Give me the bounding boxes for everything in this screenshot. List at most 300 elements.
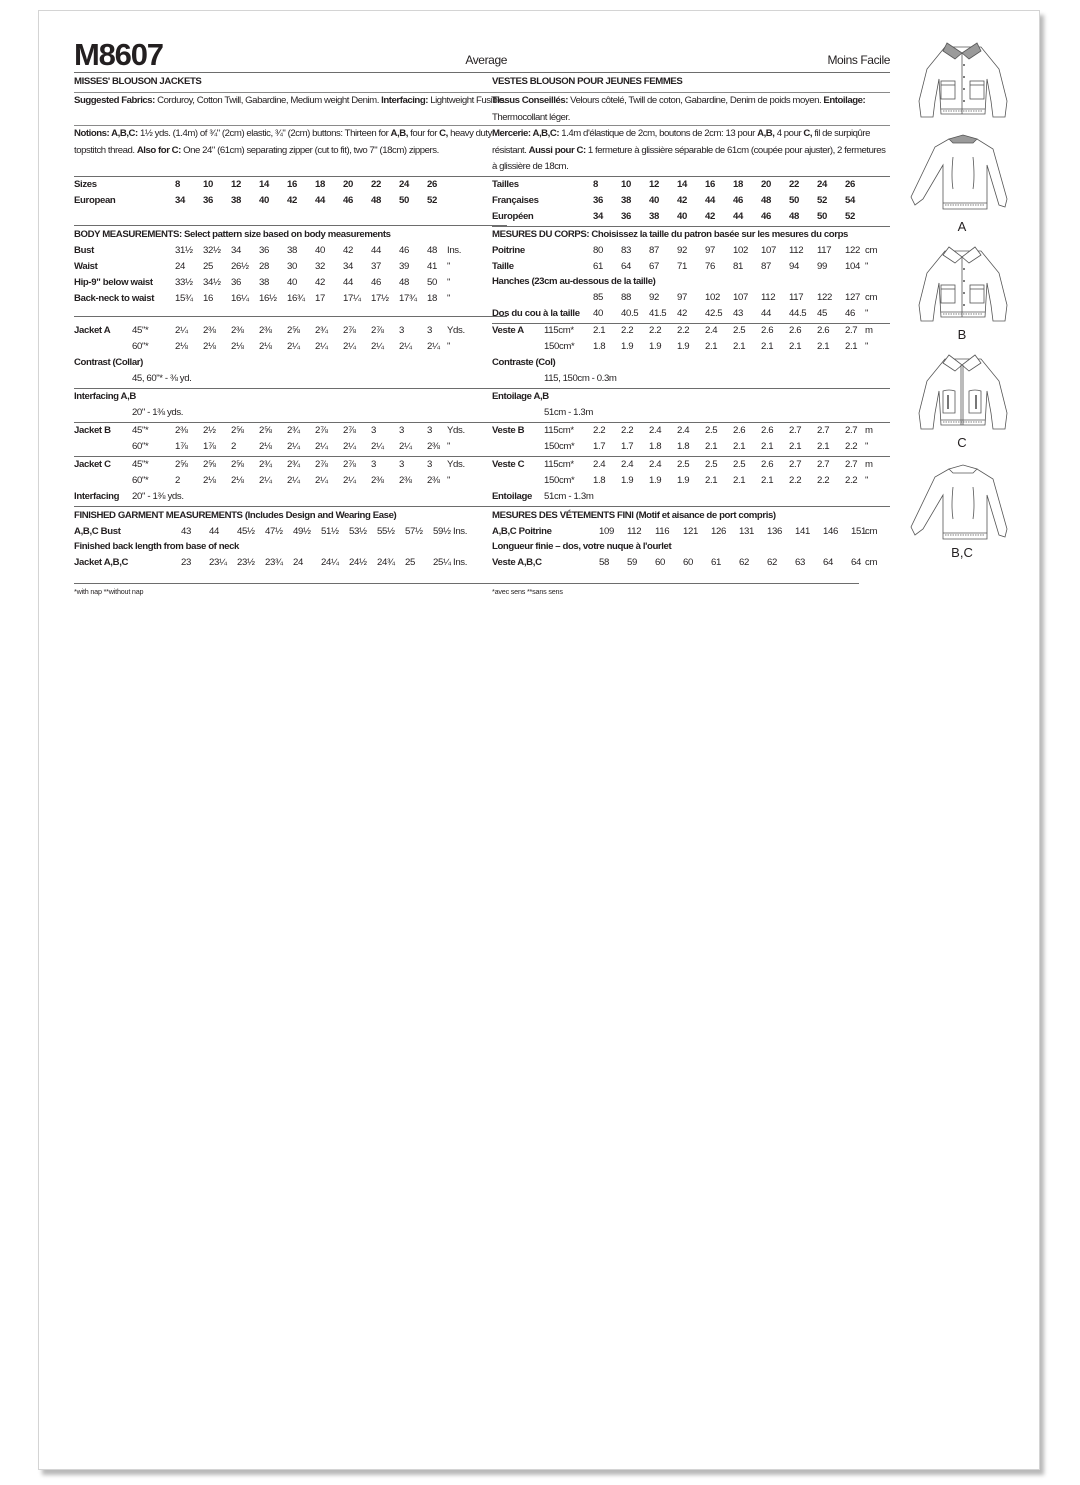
contraste-col-value: 115, 150cm - 0.3m	[544, 373, 617, 384]
unit: "	[447, 261, 451, 272]
table-cell: 136	[767, 526, 782, 537]
table-cell: 2.1	[761, 441, 774, 452]
jacket-a-back-drawing	[907, 127, 1017, 234]
table-cell: 102	[705, 292, 720, 303]
unit: "	[447, 341, 451, 352]
table-cell: 112	[627, 526, 642, 537]
table-cell: 46	[845, 308, 855, 319]
table-cell: 44	[209, 526, 219, 537]
table-cell: 44.5	[789, 308, 807, 319]
table-cell: 49½	[293, 526, 311, 537]
table-cell: 47½	[265, 526, 283, 537]
table-cell: 99	[817, 261, 827, 272]
table-cell: 36	[231, 277, 241, 288]
table-cell: 122	[817, 292, 832, 303]
contraste-col-label: Contraste (Col)	[492, 357, 556, 368]
unit: Yds.	[447, 325, 465, 336]
technical-drawings	[907, 29, 1017, 589]
divider	[492, 388, 890, 389]
table-cell: 24	[175, 261, 185, 272]
table-cell: 54	[845, 195, 855, 206]
table-cell: 55½	[377, 526, 395, 537]
table-cell: 2.1	[789, 441, 802, 452]
table-cell: 52	[427, 195, 437, 206]
table-cell: 2¼	[287, 441, 300, 452]
table-cell: 46	[399, 245, 409, 256]
table-cell: 18	[427, 293, 437, 304]
pattern-number: M8607	[74, 37, 163, 72]
table-cell: 2¼	[287, 475, 300, 486]
row-label: Waist	[74, 261, 98, 272]
table-cell: 20	[761, 179, 771, 190]
unit: cm	[865, 292, 878, 303]
table-cell: 44	[761, 308, 771, 319]
table-cell: 46	[371, 277, 381, 288]
table-cell: 60	[655, 557, 665, 568]
table-cell: 2⅜	[175, 425, 188, 436]
table-cell: 2.1	[705, 341, 718, 352]
english-column	[74, 11, 507, 611]
table-cell: 16¼	[231, 293, 249, 304]
table-cell: 8	[593, 179, 598, 190]
unit: m	[865, 459, 873, 470]
finished-measurements-heading: FINISHED GARMENT MEASUREMENTS (Includes Design and Wearing Ease)	[74, 510, 397, 521]
table-cell: 2.6	[817, 325, 830, 336]
table-cell: 44	[371, 245, 381, 256]
table-cell: 107	[733, 292, 748, 303]
tissus-conseilles-fr: Tissus Conseillés: Velours côtelé, Twill de coton, Gabardine, Denim de poids moyen. Entoilage: Thermocollant léger.	[492, 95, 866, 123]
table-cell: 102	[733, 245, 748, 256]
table-cell: 2.1	[761, 475, 774, 486]
unit: "	[865, 475, 869, 486]
table-cell: 2.2	[621, 325, 634, 336]
table-cell: 2¾	[315, 325, 328, 336]
table-cell: 10	[621, 179, 631, 190]
table-cell: 2.2	[845, 441, 858, 452]
table-cell: 2⅞	[343, 459, 356, 470]
table-cell: 42	[677, 308, 687, 319]
jacket-a-front-drawing	[907, 29, 1017, 129]
table-cell: 2.5	[705, 425, 718, 436]
table-cell: 3	[371, 459, 376, 470]
row-label: Veste B	[492, 425, 525, 436]
table-cell: 39	[399, 261, 409, 272]
table-cell: 51½	[321, 526, 339, 537]
divider	[74, 316, 507, 317]
table-cell: 2.1	[789, 341, 802, 352]
table-cell: 18	[733, 179, 743, 190]
table-cell: 85	[593, 292, 603, 303]
table-cell: 3	[427, 325, 432, 336]
table-cell: 81	[733, 261, 743, 272]
row-label: Françaises	[492, 195, 539, 206]
table-cell: 46	[761, 211, 771, 222]
table-cell: 42	[315, 277, 325, 288]
fabric-width: 115cm*	[544, 459, 574, 470]
table-cell: 2.6	[733, 425, 746, 436]
table-cell: 121	[683, 526, 698, 537]
table-cell: 92	[677, 245, 687, 256]
table-cell: 2½	[203, 425, 216, 436]
divider	[492, 72, 890, 73]
row-label: Veste A	[492, 325, 524, 336]
table-cell: 24¾	[377, 557, 395, 568]
table-cell: 2¼	[343, 475, 356, 486]
entoilage-ab-label: Entoilage A,B	[492, 391, 549, 402]
section-title-fr: VESTES BLOUSON POUR JEUNES FEMMES	[492, 76, 683, 87]
table-cell: 46	[343, 195, 353, 206]
table-cell: 117	[817, 245, 832, 256]
table-cell: 28	[259, 261, 269, 272]
table-cell: 2.2	[789, 475, 802, 486]
unit: cm	[865, 526, 878, 537]
table-cell: 2⅝	[231, 459, 244, 470]
table-cell: 12	[231, 179, 241, 190]
table-cell: 2.4	[705, 325, 718, 336]
table-cell: 36	[621, 211, 631, 222]
row-label: Européen	[492, 211, 534, 222]
row-label: Poitrine	[492, 245, 525, 256]
notions-en: Notions: A,B,C: 1½ yds. (1.4m) of ¾" (2cm) elastic, ¾" (2cm) buttons: Thirteen for A,B, four for C, heavy duty topstitch thread. Also for C: One 24" (61cm) separating zipper (cut to fit), two 7" (18cm) zippers.	[74, 128, 492, 156]
row-label: Jacket A	[74, 325, 111, 336]
table-cell: 2.1	[593, 325, 606, 336]
table-cell: 2.2	[677, 325, 690, 336]
table-cell: 16¾	[287, 293, 305, 304]
table-cell: 2¼	[343, 441, 356, 452]
table-cell: 40	[649, 195, 659, 206]
table-cell: 25	[405, 557, 415, 568]
table-cell: 2⅞	[315, 459, 328, 470]
divider	[492, 422, 890, 423]
table-cell: 24	[293, 557, 303, 568]
table-cell: 43	[733, 308, 743, 319]
table-cell: 10	[203, 179, 213, 190]
table-cell: 1.9	[649, 475, 662, 486]
table-cell: 107	[761, 245, 776, 256]
table-cell: 1.8	[677, 441, 690, 452]
table-cell: 34	[593, 211, 603, 222]
table-cell: 36	[593, 195, 603, 206]
unit: Ins.	[453, 526, 468, 537]
pattern-envelope-back	[38, 10, 1040, 1470]
table-cell: 62	[767, 557, 777, 568]
jacket-b-front-drawing	[907, 239, 1017, 342]
row-label: Entoilage	[492, 491, 533, 502]
table-cell: 112	[789, 245, 804, 256]
divider	[74, 176, 507, 177]
table-cell: 2.2	[845, 475, 858, 486]
table-cell: 3	[371, 425, 376, 436]
table-cell: 2.4	[621, 459, 634, 470]
table-cell: 17¾	[399, 293, 417, 304]
table-cell: 2¼	[175, 325, 188, 336]
table-cell: 17	[315, 293, 325, 304]
table-cell: 52	[845, 211, 855, 222]
table-cell: 2.5	[733, 325, 746, 336]
table-cell: 36	[259, 245, 269, 256]
unit: Ins.	[453, 557, 468, 568]
table-cell: 30	[287, 261, 297, 272]
unit: Ins.	[447, 245, 462, 256]
table-cell: 22	[371, 179, 381, 190]
table-cell: 2.1	[761, 341, 774, 352]
table-cell: 3	[427, 459, 432, 470]
table-cell: 38	[259, 277, 269, 288]
table-cell: 2.1	[705, 441, 718, 452]
table-cell: 126	[711, 526, 726, 537]
hanches-label: Hanches (23cm au-dessous de la taille)	[492, 276, 656, 287]
table-cell: 2⅞	[315, 425, 328, 436]
table-cell: 26	[845, 179, 855, 190]
mesures-vetements-fini-heading: MESURES DES VÉTEMENTS FINI (Motif et aisance de port compris)	[492, 510, 776, 521]
jacket-bc-back-drawing	[907, 457, 1017, 560]
table-cell: 17½	[371, 293, 389, 304]
table-cell: 40	[677, 211, 687, 222]
table-cell: 24	[817, 179, 827, 190]
table-cell: 2.5	[705, 459, 718, 470]
table-cell: 3	[399, 425, 404, 436]
table-cell: 3	[399, 459, 404, 470]
view-label-bc: B,C	[951, 545, 973, 560]
table-cell: 12	[649, 179, 659, 190]
table-cell: 2⅛	[203, 341, 216, 352]
table-cell: 2¼	[343, 341, 356, 352]
table-cell: 97	[705, 245, 715, 256]
unit: cm	[865, 245, 878, 256]
table-cell: 131	[739, 526, 754, 537]
table-cell: 2	[175, 475, 180, 486]
table-cell: 2.6	[761, 459, 774, 470]
table-cell: 2⅞	[371, 325, 384, 336]
table-cell: 58	[599, 557, 609, 568]
table-cell: 48	[789, 211, 799, 222]
table-cell: 2⅞	[343, 425, 356, 436]
table-cell: 23½	[237, 557, 255, 568]
table-cell: 2.1	[733, 341, 746, 352]
table-cell: 23¾	[265, 557, 283, 568]
table-cell: 2.6	[761, 325, 774, 336]
table-cell: 64	[851, 557, 861, 568]
row-label: A,B,C Bust	[74, 526, 121, 537]
table-cell: 1.9	[677, 341, 690, 352]
row-label: A,B,C Poitrine	[492, 526, 552, 537]
interfacing-ab-label: Interfacing A,B	[74, 391, 136, 402]
table-cell: 42	[287, 195, 297, 206]
table-cell: 42	[677, 195, 687, 206]
view-label-c: C	[957, 435, 967, 450]
table-cell: 2¼	[427, 341, 440, 352]
table-cell: 1.9	[649, 341, 662, 352]
table-cell: 2.7	[845, 459, 858, 470]
divider	[74, 225, 507, 226]
table-cell: 48	[761, 195, 771, 206]
row-label: Sizes	[74, 179, 97, 190]
divider	[492, 506, 890, 507]
table-cell: 2¼	[371, 441, 384, 452]
table-cell: 50	[427, 277, 437, 288]
table-cell: 2⅝	[175, 459, 188, 470]
table-cell: 151	[851, 526, 866, 537]
unit: cm	[865, 557, 878, 568]
divider	[74, 72, 507, 73]
table-cell: 88	[621, 292, 631, 303]
fabric-width: 51cm - 1.3m	[544, 491, 594, 502]
table-cell: 2⅜	[427, 441, 440, 452]
table-cell: 15¾	[175, 293, 193, 304]
table-cell: 32	[315, 261, 325, 272]
divider	[492, 323, 890, 324]
table-cell: 43	[181, 526, 191, 537]
table-cell: 40	[287, 277, 297, 288]
table-cell: 2.7	[817, 425, 830, 436]
table-cell: 2⅜	[231, 325, 244, 336]
table-cell: 14	[259, 179, 269, 190]
table-cell: 141	[795, 526, 810, 537]
table-cell: 1.8	[649, 441, 662, 452]
row-label: Taille	[492, 261, 514, 272]
table-cell: 48	[427, 245, 437, 256]
table-cell: 122	[845, 245, 860, 256]
fabric-width: 60"*	[132, 441, 149, 452]
table-cell: 127	[845, 292, 860, 303]
table-cell: 46	[733, 195, 743, 206]
fabric-width: 45"*	[132, 459, 149, 470]
table-cell: 2⅜	[399, 475, 412, 486]
table-cell: 44	[705, 195, 715, 206]
table-cell: 22	[789, 179, 799, 190]
fabric-width: 60"*	[132, 475, 149, 486]
table-cell: 2.1	[845, 341, 858, 352]
row-label: Veste A,B,C	[492, 557, 542, 568]
table-cell: 67	[649, 261, 659, 272]
table-cell: 44	[315, 195, 325, 206]
table-cell: 42	[343, 245, 353, 256]
unit: "	[447, 293, 451, 304]
table-cell: 2.7	[789, 459, 802, 470]
table-cell: 41.5	[649, 308, 667, 319]
table-cell: 112	[761, 292, 776, 303]
table-cell: 2¼	[399, 341, 412, 352]
unit: Yds.	[447, 425, 465, 436]
table-cell: 3	[427, 425, 432, 436]
jacket-c-front-drawing	[907, 347, 1017, 450]
unit: "	[447, 475, 451, 486]
table-cell: 2¼	[315, 475, 328, 486]
row-label: Hip-9" below waist	[74, 277, 153, 288]
divider	[74, 388, 507, 389]
table-cell: 34	[343, 261, 353, 272]
table-cell: 8	[175, 179, 180, 190]
suggested-fabrics-en: Suggested Fabrics: Corduroy, Cotton Twill, Gabardine, Medium weight Denim. Interfacing: Lightweight Fusible.	[74, 95, 507, 106]
unit: "	[865, 441, 869, 452]
table-cell: 2.2	[593, 425, 606, 436]
table-cell: 2.1	[817, 441, 830, 452]
table-cell: 2.6	[761, 425, 774, 436]
table-cell: 61	[711, 557, 721, 568]
row-label: Jacket A,B,C	[74, 557, 129, 568]
table-cell: 97	[677, 292, 687, 303]
row-label: Interfacing	[74, 491, 120, 502]
table-cell: 18	[315, 179, 325, 190]
table-cell: 60	[683, 557, 693, 568]
footnote-fr: *avec sens **sans sens	[492, 587, 563, 596]
table-cell: 2¼	[371, 341, 384, 352]
table-cell: 38	[231, 195, 241, 206]
table-cell: 2.6	[789, 325, 802, 336]
contrast-collar-value: 45, 60"* - ⅜ yd.	[132, 373, 192, 384]
table-cell: 83	[621, 245, 631, 256]
table-cell: 38	[621, 195, 631, 206]
table-cell: 2⅜	[203, 325, 216, 336]
table-cell: 31½	[175, 245, 193, 256]
table-cell: 2⅛	[203, 475, 216, 486]
table-cell: 2¼	[315, 341, 328, 352]
table-cell: 1⅞	[203, 441, 216, 452]
table-cell: 50	[817, 211, 827, 222]
table-cell: 87	[649, 245, 659, 256]
table-cell: 34	[231, 245, 241, 256]
table-cell: 50	[399, 195, 409, 206]
fabric-width: 115cm*	[544, 325, 574, 336]
table-cell: 2.7	[845, 325, 858, 336]
table-cell: 2⅝	[287, 325, 300, 336]
table-cell: 24¼	[321, 557, 339, 568]
row-label: European	[74, 195, 116, 206]
table-cell: 2.1	[705, 475, 718, 486]
table-cell: 71	[677, 261, 687, 272]
table-cell: 40.5	[621, 308, 639, 319]
table-cell: 2¼	[399, 441, 412, 452]
table-cell: 25¼	[433, 557, 451, 568]
table-cell: 26	[427, 179, 437, 190]
unit: m	[865, 425, 873, 436]
unit: Yds.	[447, 459, 465, 470]
table-cell: 41	[427, 261, 437, 272]
table-cell: 16	[287, 179, 297, 190]
divider	[492, 456, 890, 457]
table-cell: 2	[231, 441, 236, 452]
table-cell: 48	[371, 195, 381, 206]
table-cell: 2⅜	[371, 475, 384, 486]
row-label: Bust	[74, 245, 94, 256]
divider	[74, 506, 507, 507]
table-cell: 45	[817, 308, 827, 319]
table-cell: 2¾	[287, 459, 300, 470]
view-label-b: B	[957, 327, 967, 342]
divider	[492, 176, 890, 177]
table-cell: 23¼	[209, 557, 227, 568]
interfacing-ab-value: 20" - 1⅜ yds.	[132, 407, 183, 418]
row-label: Back-neck to waist	[74, 293, 155, 304]
fabric-width: 115cm*	[544, 425, 574, 436]
table-cell: 116	[655, 526, 670, 537]
unit: "	[447, 441, 451, 452]
table-cell: 42.5	[705, 308, 723, 319]
body-measurements-heading: BODY MEASUREMENTS: Select pattern size based on body measurements	[74, 229, 391, 240]
table-cell: 2⅝	[203, 459, 216, 470]
table-cell: 2⅜	[427, 475, 440, 486]
table-cell: 64	[823, 557, 833, 568]
table-cell: 52	[817, 195, 827, 206]
unit: "	[865, 341, 869, 352]
table-cell: 1.9	[621, 475, 634, 486]
divider	[74, 422, 507, 423]
table-cell: 64	[621, 261, 631, 272]
contrast-collar-label: Contrast (Collar)	[74, 357, 143, 368]
table-cell: 2.7	[789, 425, 802, 436]
view-label-a: A	[957, 219, 967, 234]
fabric-width: 150cm*	[544, 441, 575, 452]
